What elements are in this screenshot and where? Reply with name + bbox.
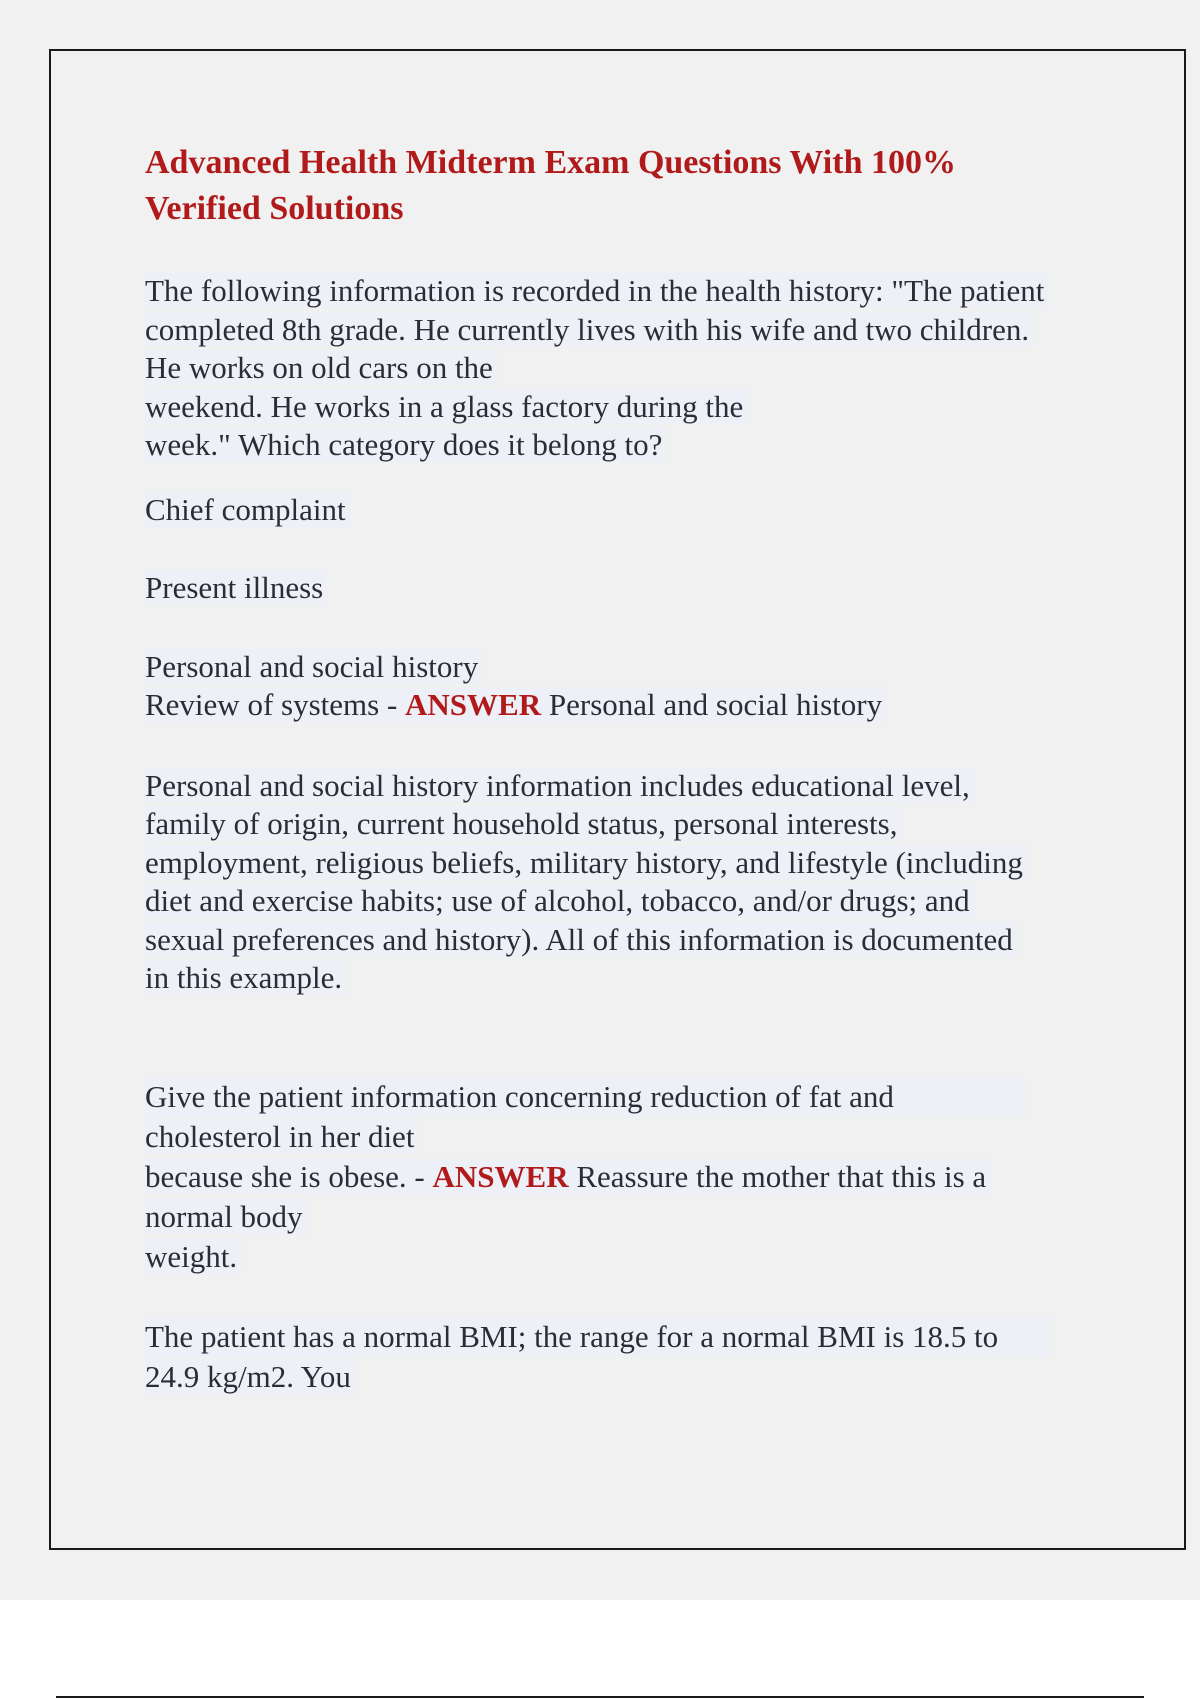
question-2 [145,1077,1085,1277]
question-line: because she is obese. - [145,1158,433,1194]
answer-text: Reassure the mother that this is a [576,1158,987,1194]
option-item: Personal and social history [145,649,482,684]
document-title [145,140,1045,232]
explanation-2 [145,1317,1085,1397]
question-line: cholesterol in her diet [145,1119,418,1154]
explanation-line: sexual preferences and history). All of this information is documented [145,922,1017,957]
answer-label: ANSWER [432,1158,569,1194]
answer-label: ANSWER [405,687,542,722]
title-line: Advanced Health Midterm Exam Questions With 100% [145,144,956,181]
question-line: weekend. He works in a glass factory during the [145,389,747,424]
question-1 [145,272,1085,465]
option-item: Present illness [145,570,327,605]
explanation-line: family of origin, current household status, personal interests, [145,806,901,841]
answer-line [145,686,1085,725]
explanation-line: diet and exercise habits; use of alcohol, tobacco, and/or drugs; and [145,883,974,918]
option-list [145,491,1085,530]
question-line: He works on old cars on the [145,350,497,385]
question-line: completed 8th grade. He currently lives with his wife and two children. [145,312,1033,347]
option-item: Review of systems - [145,687,406,722]
explanation-line: Personal and social history information includes educational level, [145,768,974,803]
explanation-line: 24.9 kg/m2. You [145,1359,355,1394]
answer-text: normal body [145,1199,307,1234]
answer-text: weight. [145,1239,241,1274]
option-item: Chief complaint [145,492,350,527]
answer-text: Personal and social history [548,687,883,722]
title-line: Verified Solutions [145,190,404,227]
explanation-line: in this example. [145,960,346,995]
bottom-rule [56,1696,1144,1698]
question-line: The following information is recorded in the health history: "The patient [145,273,1048,308]
question-line: Give the patient information concerning reduction of fat and [145,1077,1025,1117]
document-content [145,140,1085,1397]
explanation-line: employment, religious beliefs, military history, and lifestyle (including [145,845,1027,880]
question-line: week." Which category does it belong to? [145,427,666,462]
explanation-1 [145,767,1085,998]
explanation-line: The patient has a normal BMI; the range for a normal BMI is 18.5 to [145,1317,1050,1357]
